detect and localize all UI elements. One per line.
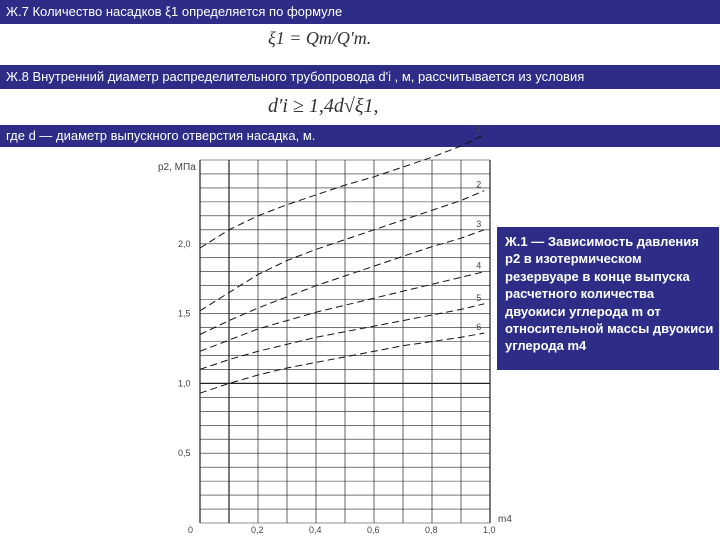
series-line-1	[200, 135, 484, 248]
definition-line: где d — диаметр выпускного отверстия насадка, м.	[0, 125, 720, 147]
series-label-5: 5	[476, 292, 482, 303]
y-tick-label: 0,5	[178, 448, 191, 459]
x-axis-label: m4	[498, 514, 512, 525]
series-label-3: 3	[476, 218, 482, 229]
series-line-2	[200, 191, 484, 311]
y-tick-label: 2,0	[178, 238, 191, 249]
chart-labels	[178, 124, 496, 535]
figure-caption: Ж.1 — Зависимость давления p2 в изотермическом резервуаре в конце выпуска расчетного количества двуокиси углерода m от относительной массы двуокиси углерода m4	[497, 227, 719, 370]
series-line-3	[200, 230, 484, 335]
series-label-6: 6	[476, 322, 482, 333]
formula-pipe-diameter: d′i ≥ 1,4d√ξ1,	[268, 95, 379, 117]
series-line-6	[200, 333, 484, 393]
x-tick-label: 0	[188, 525, 194, 535]
section-heading-8: Ж.8 Внутренний диаметр распределительного трубопровода d'i , м, рассчитывается из условия	[0, 65, 720, 89]
formula-nozzle-count: ξ1 = Qm/Q′m.	[268, 28, 372, 48]
y-tick-label: 1,0	[178, 378, 191, 389]
x-tick-label: 0,8	[425, 525, 438, 535]
chart-grid	[200, 160, 490, 523]
x-tick-label: 0,4	[309, 525, 322, 535]
y-axis-label: p2, МПа	[158, 162, 196, 173]
section-heading-7: Ж.7 Количество насадков ξ1 определяется по формуле	[0, 0, 720, 24]
series-label-4: 4	[476, 260, 482, 271]
x-tick-label: 1,0	[483, 525, 496, 535]
x-tick-label: 0,2	[251, 525, 264, 535]
x-tick-label: 0,6	[367, 525, 380, 535]
series-label-1: 1	[476, 123, 482, 134]
series-label-2: 2	[476, 179, 482, 190]
y-tick-label: 1,5	[178, 308, 191, 319]
chart-curves	[200, 135, 484, 393]
